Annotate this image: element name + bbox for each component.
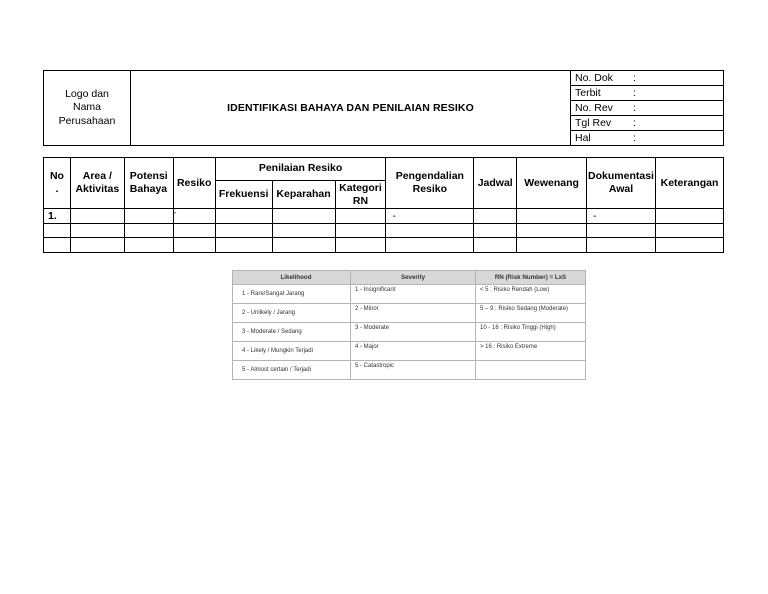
table-cell[interactable]: [656, 209, 724, 224]
legend-header-likelihood: Likelihood: [233, 271, 351, 285]
col-header-dokumentasi-line2: Awal: [608, 183, 634, 196]
table-cell[interactable]: [272, 209, 335, 224]
col-header-area: [70, 158, 124, 209]
table-cell[interactable]: [70, 209, 124, 224]
legend-rn: < 5 : Risiko Rendah (Low): [476, 285, 586, 304]
meta-label-terbit: Terbit: [571, 86, 632, 101]
meta-value-no-dok: :: [631, 71, 724, 86]
col-header-area-line1: Area /: [82, 170, 112, 183]
meta-label-tgl-rev: Tgl Rev: [571, 116, 632, 131]
legend-row: [233, 323, 586, 342]
meta-value-hal: :: [631, 131, 724, 146]
legend-row: [233, 285, 586, 304]
dokumentasi-cell[interactable]: -: [587, 209, 656, 224]
col-header-frekuensi: Frekuensi: [215, 180, 272, 208]
table-cell[interactable]: [44, 238, 71, 253]
col-header-no: [44, 158, 71, 209]
col-header-kategori: [335, 180, 386, 208]
meta-value-terbit: :: [631, 86, 724, 101]
legend-likelihood: 5 - Almost certain / Terjadi: [233, 361, 351, 380]
legend-rn: 10 - 16 : Risiko Tinggi (High): [476, 323, 586, 342]
col-header-pengendalian-line2: Resiko: [412, 183, 448, 196]
col-header-jadwal: Jadwal: [474, 158, 517, 209]
col-header-no-text: No: [49, 170, 64, 183]
legend-likelihood: 1 - Rare/Sangat Jarang: [233, 285, 351, 304]
legend-row: [233, 361, 586, 380]
document-title: IDENTIFIKASI BAHAYA DAN PENILAIAN RESIKO: [131, 71, 571, 146]
resiko-cell[interactable]: -: [173, 209, 215, 224]
legend-likelihood: 4 - Likely / Mungkin Terjadi: [233, 342, 351, 361]
table-cell[interactable]: [474, 238, 517, 253]
table-row: [44, 238, 724, 253]
table-cell[interactable]: [474, 209, 517, 224]
meta-value-tgl-rev: :: [631, 116, 724, 131]
legend-likelihood: 3 - Moderate / Sedang: [233, 323, 351, 342]
col-header-keterangan: Keterangan: [656, 158, 724, 209]
col-header-kategori-line1: Kategori: [339, 181, 382, 194]
table-cell[interactable]: [517, 238, 587, 253]
table-cell[interactable]: [517, 223, 587, 238]
table-cell[interactable]: [124, 209, 173, 224]
col-header-dokumentasi-line1: Dokumentasi: [588, 170, 654, 183]
document-header: [43, 70, 724, 146]
col-header-pengendalian-line1: Pengendalian: [395, 170, 464, 183]
table-cell[interactable]: [335, 223, 386, 238]
table-cell[interactable]: [70, 238, 124, 253]
legend-row: [233, 342, 586, 361]
table-cell[interactable]: [215, 223, 272, 238]
table-cell[interactable]: [215, 209, 272, 224]
table-row: [44, 209, 724, 224]
table-cell[interactable]: [173, 223, 215, 238]
col-header-dokumentasi: [587, 158, 656, 209]
col-header-area-line2: Aktivitas: [75, 183, 120, 196]
table-cell[interactable]: [656, 223, 724, 238]
col-header-kategori-line2: RN: [352, 194, 369, 207]
legend-rn: > 16 : Risiko Extreme: [476, 342, 586, 361]
logo-text-line: Perusahaan: [58, 114, 116, 127]
table-cell[interactable]: [656, 238, 724, 253]
legend-severity: 5 - Catastropic: [351, 361, 476, 380]
table-cell[interactable]: [474, 223, 517, 238]
legend-row: [233, 304, 586, 323]
legend-rn: [476, 361, 586, 380]
table-cell[interactable]: [272, 223, 335, 238]
table-cell[interactable]: [386, 223, 474, 238]
logo-text-line: Logo dan: [65, 87, 109, 100]
col-header-potensi: [124, 158, 173, 209]
legend-header-severity: Severity: [351, 271, 476, 285]
legend-severity: 3 - Moderate: [351, 323, 476, 342]
risk-legend-table: [232, 270, 586, 380]
table-row: [44, 223, 724, 238]
col-header-potensi-line2: Bahaya: [129, 183, 168, 196]
meta-label-no-rev: No. Rev: [571, 101, 632, 116]
table-cell[interactable]: [215, 238, 272, 253]
legend-severity: 4 - Major: [351, 342, 476, 361]
table-cell[interactable]: [386, 238, 474, 253]
pengendalian-cell[interactable]: -: [386, 209, 474, 224]
table-cell[interactable]: [272, 238, 335, 253]
col-header-pengendalian: [386, 158, 474, 209]
meta-value-no-rev: :: [631, 101, 724, 116]
legend-likelihood: 2 - Unlikely / Jarang: [233, 304, 351, 323]
table-cell[interactable]: [587, 238, 656, 253]
table-cell[interactable]: [587, 223, 656, 238]
row-number: 1.: [44, 209, 71, 224]
table-cell[interactable]: [173, 238, 215, 253]
legend-severity: 2 - Minor: [351, 304, 476, 323]
table-cell[interactable]: [70, 223, 124, 238]
table-cell[interactable]: [44, 223, 71, 238]
col-header-no-dot: .: [55, 183, 59, 196]
meta-label-hal: Hal: [571, 131, 632, 146]
legend-rn: 5 – 9 : Risiko Sedang (Moderate): [476, 304, 586, 323]
table-cell[interactable]: [335, 238, 386, 253]
logo-text-line: Nama: [72, 101, 101, 114]
col-header-potensi-line1: Potensi: [129, 170, 168, 183]
col-header-penilaian: Penilaian Resiko: [215, 158, 386, 181]
table-cell[interactable]: [517, 209, 587, 224]
col-header-resiko: Resiko: [173, 158, 215, 209]
table-cell[interactable]: [335, 209, 386, 224]
table-cell[interactable]: [124, 223, 173, 238]
col-header-keparahan: Keparahan: [272, 180, 335, 208]
table-cell[interactable]: [124, 238, 173, 253]
logo-placeholder: [44, 71, 131, 146]
legend-header-rn: RN (Risk Number) = LxS: [476, 271, 586, 285]
legend-severity: 1 - Insignificant: [351, 285, 476, 304]
col-header-wewenang: Wewenang: [517, 158, 587, 209]
meta-label-no-dok: No. Dok: [571, 71, 632, 86]
risk-table: [43, 157, 724, 253]
